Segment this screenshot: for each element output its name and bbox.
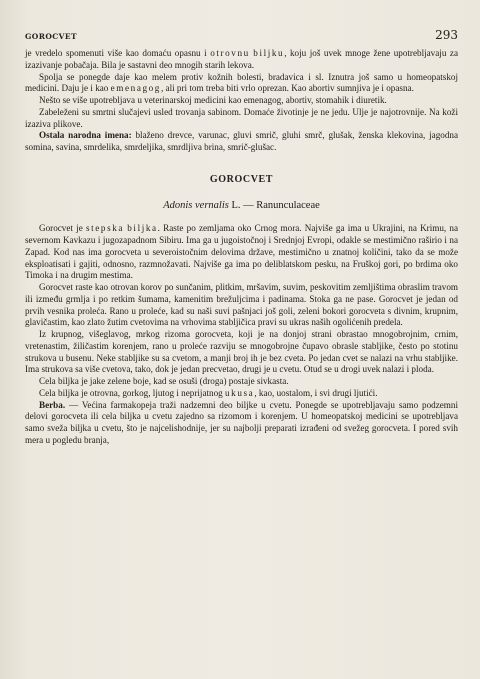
paragraph: Gorocvet raste kao otrovan korov po sunčanim, plitkim, mršavim, suvim, peskovitim zemljištima obraslim travom ili između grmlja i po retkim šumama, kamenitim brežuljcima i padinama. Stoka ga ne pase. Gorocvet je jedan od prvih vesnika proleća. Rano u proleće, kad su naši suvi pašnjaci još goli, zeleni bokori gorocveta s divnim, krupnim, glavičastim, kao zlato žutim cvetovima na vrhovima stabljičica pravi su ukras naših ogolićenih predela. — [25, 282, 458, 328]
paragraph: Spolja se ponegde daje kao melem protiv kožnih bolesti, bradavica i sl. Iznutra još samo u homeopatskoj medicini. Daju je i kao emenagog, ali pri tom treba biti vrlo oprezan. Kao abortiv sumnjiva je i opasna. — [25, 71, 458, 94]
paragraph: Iz krupnog, višeglavog, mrkog rizoma gorocveta, koji je na donjoj strani obrastao mnogobrojnim, crnim, vretenastim, žiličastim korenjem, rano u proleće razviju se mnogobrojne čupavo obrasle stabljike, često po stotinu strukova u busenu. Neke stabljike su sa cvetom, a manji broj ih je bez cveta. Po jedan cvet se nalazi na vrhu stabljike. Ima strukova sa više cvetova, tako, dok je jedan precvetao, drugi je u cvetu. Otud se u drogi uvek nalazi i ploda. — [25, 329, 458, 375]
paragraph: Cela biljka je jake zelene boje, kad se osuši (droga) postaje sivkasta. — [39, 376, 289, 386]
running-title: GOROCVET — [25, 32, 77, 41]
paragraph: Gorocvet je stepska biljka. Raste po zemljama oko Crnog mora. Najviše ga ima u Ukrajini, na Krimu, na severnom Kavkazu i jugozapadnom Sibiru. Ima ga u jugoistočnoj i Srednjoj Evropi, odakle se mestimično raširio i na Zapad. Kod nas ima gorocveta u severoistočnim delovima države, mestimično u znatnoj količini, tako da se može eksploatisati i gajiti, odnosno, razmnožavati. Najviše ga ima po deliblatskom pesku, na Fruškoj gori, po brdima oko Timoka i na drugim mestima. — [25, 223, 459, 281]
paragraph: Cela biljka je otrovna, gorkog, ljutog i neprijatnog ukusa, kao, uostalom, i svi drugi ljutići. — [39, 387, 378, 398]
paragraph: Nešto se više upotrebljava u veterinarskoj medicini kao emenagog, abortiv, stomahik i diuretik. — [39, 95, 387, 105]
other-names-label: Ostala narodna imena: — [39, 130, 132, 141]
harvest-label: Berba. — [39, 399, 66, 410]
paragraph: Ostala narodna imena: blaženo drevce, varunac, gluvi smrič, gluhi smrč, glušak, ženska klekovina, jagodna somina, savina, smrdelika, smrdeljika, smrdljiva brina, smrič-glušac. — [25, 130, 458, 152]
running-head — [25, 28, 458, 42]
latin-name: Adonis vernalis — [163, 199, 229, 211]
section-title: GOROCVET — [209, 173, 274, 185]
page-number: 293 — [435, 28, 458, 42]
paragraph: Zabeleženi su smrtni slučajevi usled trovanja sabinom. Domaće životinje je ne jedu. Ulje je najotrovnije. Na koži izaziva plikove. — [25, 106, 458, 129]
paragraph: Berba. — Većina farmakopeja traži nadzemni deo biljke u cvetu. Ponegde se upotrebljavaju samo podzemni delovi gorocveta ili cela biljka u cvetu zajedno sa rizomom i korenjem. U homeopatskoj medicini se upotrebljava samo sveža biljka u cvetu, što je najcelishodnije, jer su najbolji preparati izrađeni od svežeg gorocveta. I pored svih mera u pogledu branja, — [25, 399, 458, 445]
body-text — [25, 48, 458, 447]
paragraph: je vredelo spomenuti više kao domaću opasnu i otrovnu biljku, koju još uvek mnoge žene upotrebljavaju za izazivanje pobačaja. Bila je sastavni deo mnogih starih lekova. — [25, 48, 459, 70]
section-subtitle: Adonis vernalis L. — Ranunculaceae — [163, 199, 320, 211]
